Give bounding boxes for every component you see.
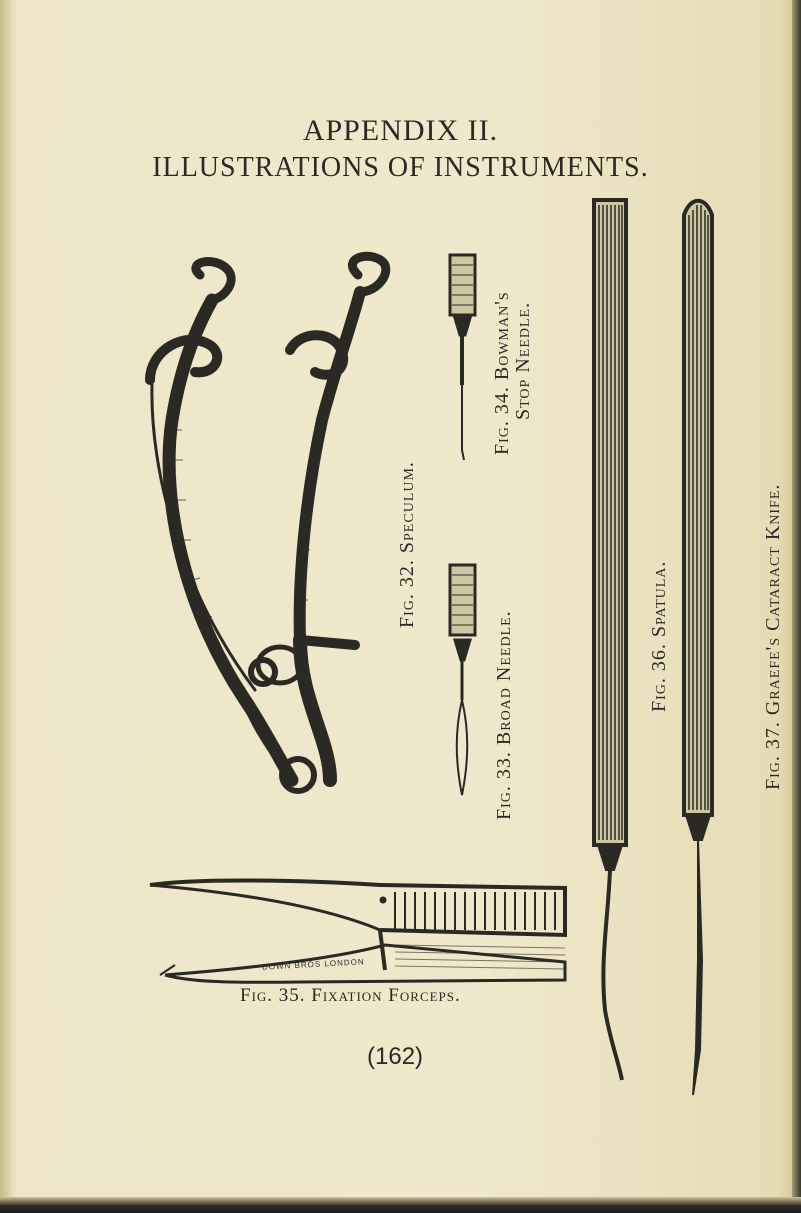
appendix-heading: APPENDIX II. [302, 114, 499, 147]
fig-33-caption: Fig. 33. Broad Needle. [493, 610, 515, 820]
fig-36-caption: Fig. 36. Spatula. [648, 560, 670, 712]
fig-34-caption-line2: Stop Needle. [512, 301, 534, 420]
fig-35-caption: Fig. 35. Fixation Forceps. [240, 985, 461, 1006]
page-number: (162) [367, 1043, 424, 1070]
forceps-engraving: DOWN BROS LONDON [261, 957, 365, 972]
fig-34-caption-line1: Fig. 34. Bowman's [491, 291, 513, 455]
fig-37-caption: Fig. 37. Graefe's Cataract Knife. [762, 483, 784, 790]
fig-32-caption: Fig. 32. Speculum. [396, 461, 418, 628]
illustrations-title: ILLUSTRATIONS OF INSTRUMENTS. [152, 152, 649, 183]
